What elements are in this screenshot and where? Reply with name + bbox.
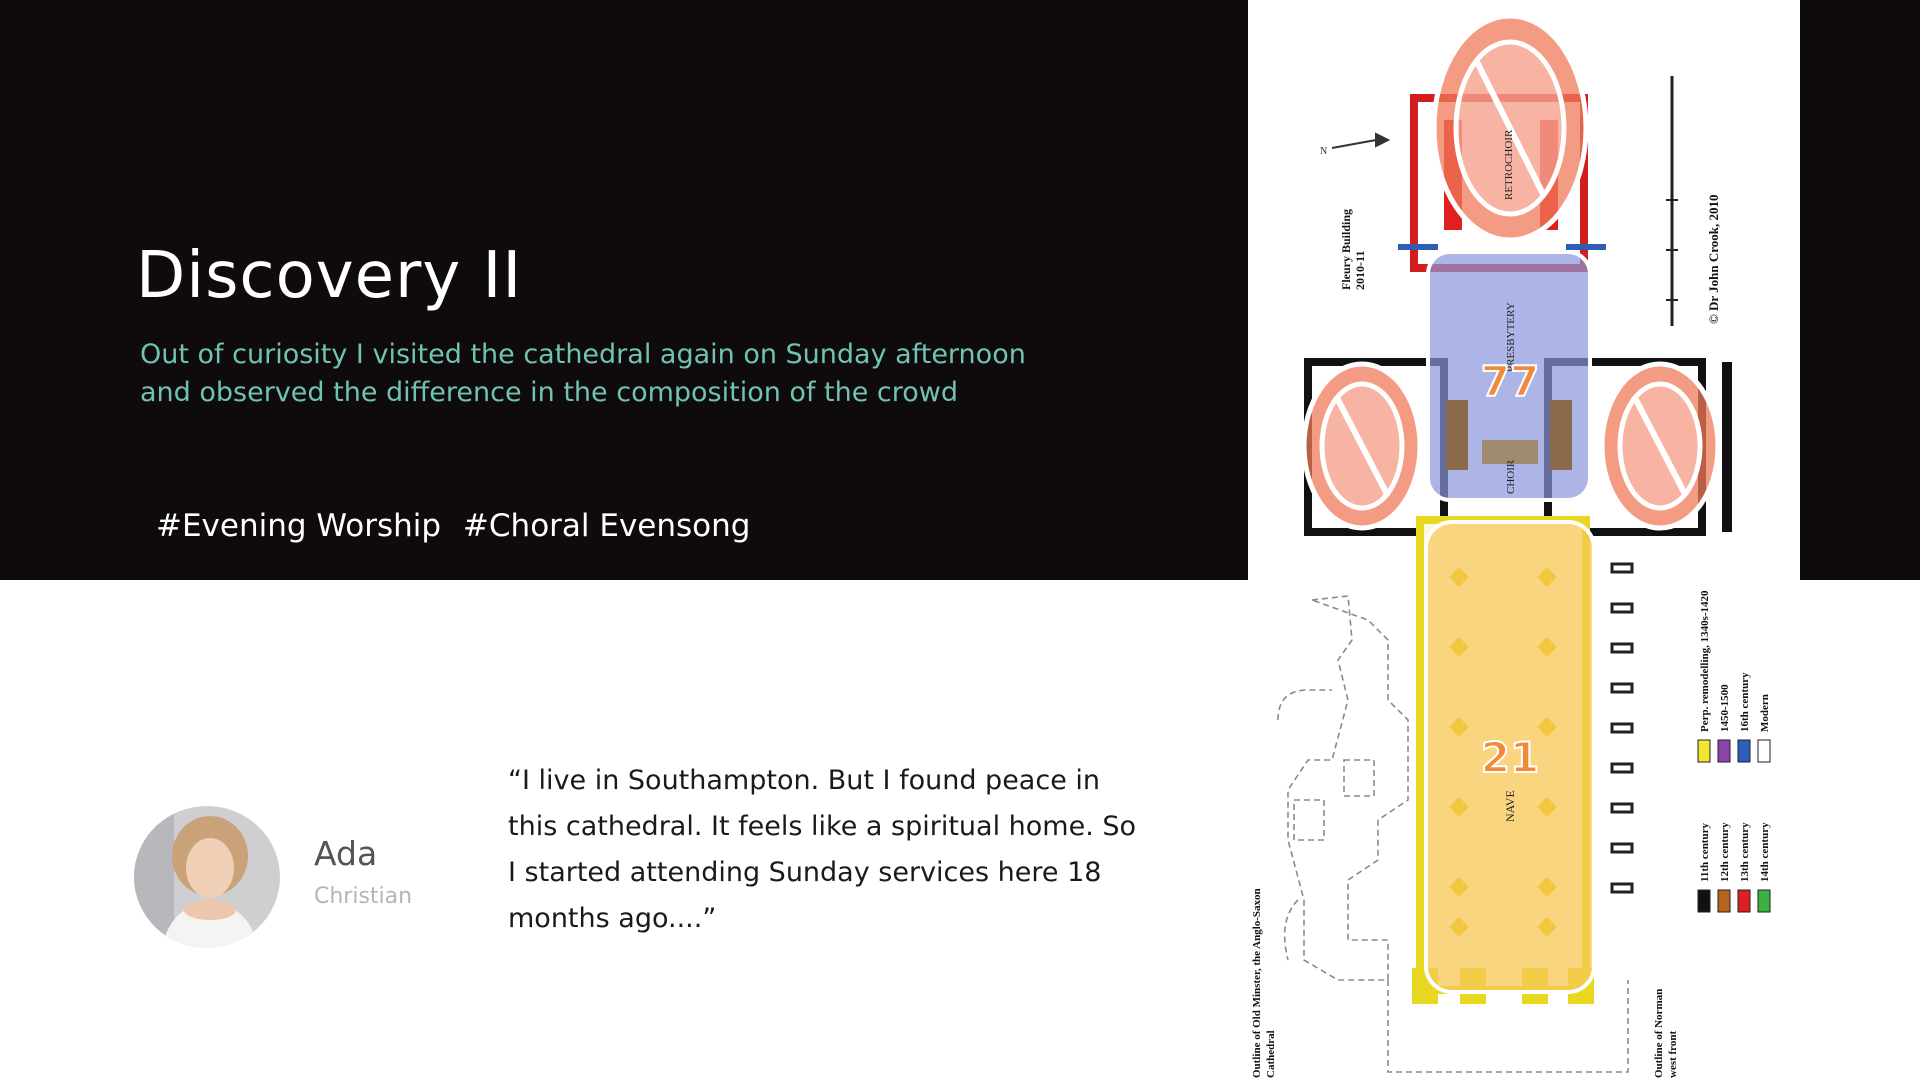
choir-label: CHOIR	[1505, 459, 1517, 494]
hashtag-choral-evensong: #Choral Evensong	[462, 508, 751, 544]
avatar-photo	[134, 806, 280, 948]
presbytery-label: PRESBYTERY	[1505, 302, 1517, 372]
legend-swatch-14th	[1758, 890, 1770, 912]
legend-label-12th: 12th century	[1719, 822, 1731, 882]
legend-swatch-1450	[1718, 740, 1730, 762]
old-minster-label-2: Cathedral	[1265, 1030, 1277, 1078]
fleury-building-label: Fleury Building	[1339, 208, 1353, 290]
legend-swatch-16th	[1738, 740, 1750, 762]
hashtag-evening-worship: #Evening Worship	[156, 508, 442, 544]
presbytery-count: 77	[1480, 357, 1540, 406]
legend-swatch-modern	[1758, 740, 1770, 762]
legend-swatch-perp	[1698, 740, 1710, 762]
person-role: Christian	[314, 884, 413, 909]
avatar	[134, 806, 280, 948]
retrochoir-label: RETROCHOIR	[1503, 129, 1515, 200]
nave-label: NAVE	[1503, 790, 1517, 822]
legend-label-14th: 14th century	[1759, 822, 1771, 882]
hashtag-list	[156, 508, 762, 544]
legend-label-perp: Perp. remodelling, 1340s-1420	[1699, 590, 1711, 732]
slide-subtitle: Out of curiosity I visited the cathedral again on Sunday afternoon and observed the difference in the composition of the crowd	[140, 339, 1026, 408]
legend-label-1450: 1450-1500	[1719, 684, 1731, 732]
plan-credit: © Dr John Crook, 2010	[1706, 194, 1721, 324]
legend-swatch-11th	[1698, 890, 1710, 912]
cathedral-plan-drawing	[1248, 0, 1800, 1080]
legend-swatch-13th	[1738, 890, 1750, 912]
norman-front-label: Outline of Norman	[1653, 988, 1665, 1078]
plan-legend	[1698, 590, 1771, 912]
north-label: N	[1320, 146, 1328, 157]
scale-bar	[1666, 76, 1678, 326]
testimonial-quote: “I live in Southampton. But I found peace in this cathedral. It feels like a spiritual home. So I started attending Sunday services here 18 months ago....”	[508, 765, 1137, 934]
slide-title: Discovery II	[136, 239, 523, 313]
no-entry-sign-north-transept	[1304, 364, 1420, 528]
legend-swatch-12th	[1718, 890, 1730, 912]
legend-label-16th: 16th century	[1739, 672, 1751, 732]
person-name: Ada	[314, 834, 378, 873]
north-arrow	[1320, 134, 1388, 157]
nave-count: 21	[1480, 733, 1540, 782]
legend-label-modern: Modern	[1759, 694, 1771, 732]
no-entry-sign-south-transept	[1602, 364, 1718, 528]
old-minster-label: Outline of Old Minster, the Anglo-Saxon	[1251, 888, 1263, 1078]
cathedral-plan	[1248, 0, 1800, 1080]
norman-front-label-2: west front	[1667, 1030, 1679, 1078]
legend-label-11th: 11th century	[1699, 823, 1711, 882]
nave-buttresses	[1612, 564, 1632, 892]
legend-label-13th: 13th century	[1739, 822, 1751, 882]
no-entry-sign-retrochoir	[1434, 16, 1586, 240]
fleury-building-date: 2010-11	[1353, 250, 1367, 290]
